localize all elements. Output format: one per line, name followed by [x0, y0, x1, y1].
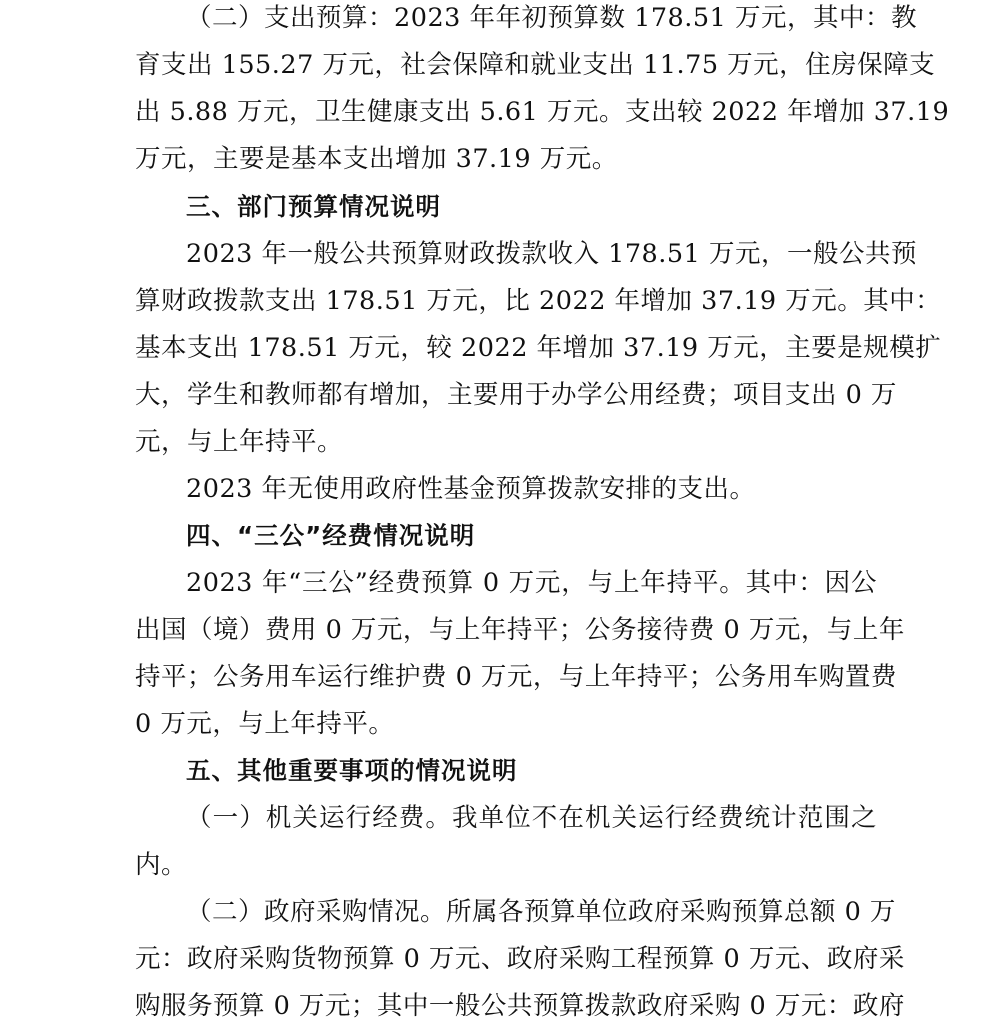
budget-expenditure-para-line-1: （二）支出预算：2023 年年初预算数 178.51 万元，其中：教: [186, 3, 917, 33]
section-heading-5: 五、其他重要事项的情况说明: [186, 756, 518, 785]
three-public-para-line-3: 持平；公务用车运行维护费 0 万元，与上年持平；公务用车购置费: [135, 662, 897, 692]
budget-expenditure-para-line-4: 万元，主要是基本支出增加 37.19 万元。: [135, 144, 618, 174]
procurement-para-line-2: 元：政府采购货物预算 0 万元、政府采购工程预算 0 万元、政府采: [135, 944, 905, 974]
section-heading-4: 四、“三公”经费情况说明: [186, 521, 476, 550]
operating-cost-para-line-1: （一）机关运行经费。我单位不在机关运行经费统计范围之: [186, 803, 877, 833]
dept-budget-para-line-2: 算财政拨款支出 178.51 万元，比 2022 年增加 37.19 万元。其中：: [135, 286, 942, 316]
dept-budget-para-line-1: 2023 年一般公共预算财政拨款收入 178.51 万元，一般公共预: [186, 239, 917, 269]
three-public-para-line-4: 0 万元，与上年持平。: [135, 709, 395, 739]
section-heading-3: 三、部门预算情况说明: [186, 192, 441, 221]
budget-expenditure-para-line-2: 育支出 155.27 万元，社会保障和就业支出 11.75 万元，住房保障支: [135, 50, 936, 80]
operating-cost-para-line-2: 内。: [135, 850, 188, 880]
dept-budget-para-line-5: 元，与上年持平。: [135, 427, 344, 457]
dept-budget-para-line-3: 基本支出 178.51 万元，较 2022 年增加 37.19 万元，主要是规模扩: [135, 333, 942, 363]
procurement-para-line-3: 购服务预算 0 万元；其中一般公共预算拨款政府采购 0 万元：政府: [135, 991, 905, 1021]
gov-fund-para: 2023 年无使用政府性基金预算拨款安排的支出。: [186, 474, 756, 504]
budget-expenditure-para-line-3: 出 5.88 万元，卫生健康支出 5.61 万元。支出较 2022 年增加 37.19: [135, 97, 950, 127]
procurement-para-line-1: （二）政府采购情况。所属各预算单位政府采购预算总额 0 万: [186, 897, 896, 927]
dept-budget-para-line-4: 大，学生和教师都有增加，主要用于办学公用经费；项目支出 0 万: [135, 380, 897, 410]
three-public-para-line-1: 2023 年“三公”经费预算 0 万元，与上年持平。其中：因公: [186, 568, 877, 598]
three-public-para-line-2: 出国（境）费用 0 万元，与上年持平；公务接待费 0 万元，与上年: [135, 615, 905, 645]
